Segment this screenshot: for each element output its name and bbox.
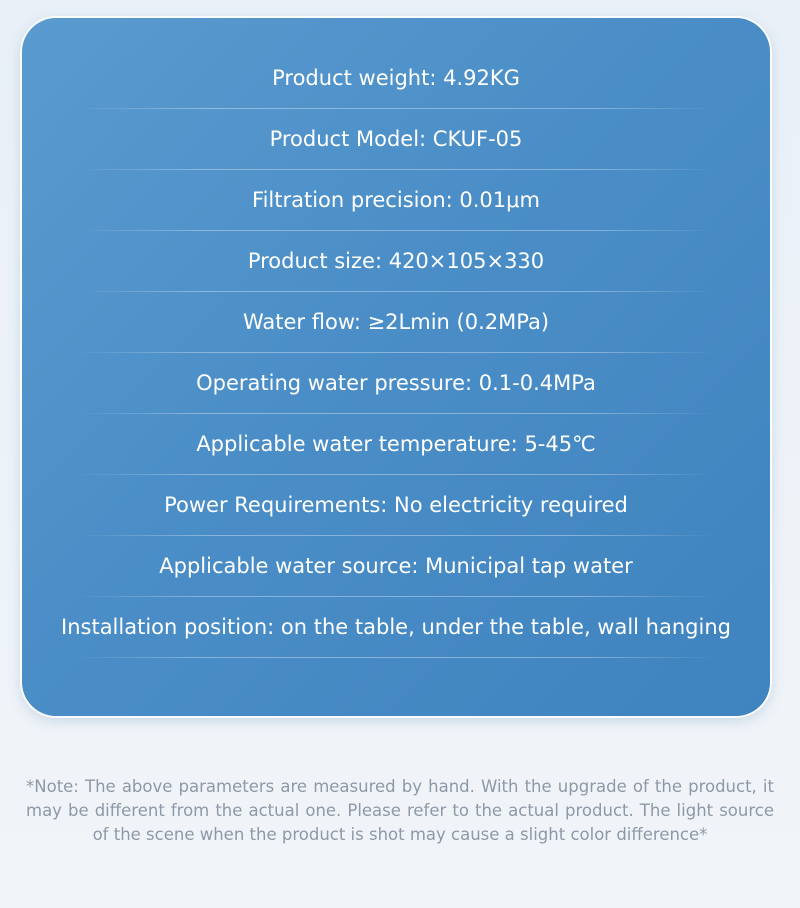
spec-row-power xyxy=(22,475,770,536)
spec-model-text: Product Model: CKUF-05 xyxy=(269,127,523,151)
spec-water-flow-text: Water flow: ≥2Lmin (0.2MPa) xyxy=(242,310,550,334)
spec-row-filtration xyxy=(22,170,770,231)
spec-row-installation xyxy=(22,597,770,658)
spec-row-water-source xyxy=(22,536,770,597)
spec-list xyxy=(22,48,770,658)
spec-row-model xyxy=(22,109,770,170)
spec-row-pressure xyxy=(22,353,770,414)
spec-row-size xyxy=(22,231,770,292)
spec-pressure-text: Operating water pressure: 0.1-0.4MPa xyxy=(196,371,596,395)
spec-water-source-text: Applicable water source: Municipal tap water xyxy=(159,554,633,578)
spec-row-temperature xyxy=(22,414,770,475)
disclaimer-note: *Note: The above parameters are measured by hand. With the upgrade of the product, it may be different from the actual one. Please refer to the actual product. The light source of the scene when the product is shot may cause a slight color difference* xyxy=(26,777,774,844)
spec-installation-text: Installation position: on the table, under the table, wall hanging xyxy=(61,615,731,639)
spec-size-text: Product size: 420×105×330 xyxy=(247,249,545,273)
spec-row-water-flow xyxy=(22,292,770,353)
spec-card xyxy=(22,18,770,716)
spec-filtration-text: Filtration precision: 0.01μm xyxy=(252,188,540,212)
spec-power-text: Power Requirements: No electricity required xyxy=(164,493,628,517)
spec-weight-text: Product weight: 4.92KG xyxy=(272,66,520,90)
spec-row-weight xyxy=(22,48,770,109)
spec-temperature-text: Applicable water temperature: 5-45℃ xyxy=(196,432,596,456)
